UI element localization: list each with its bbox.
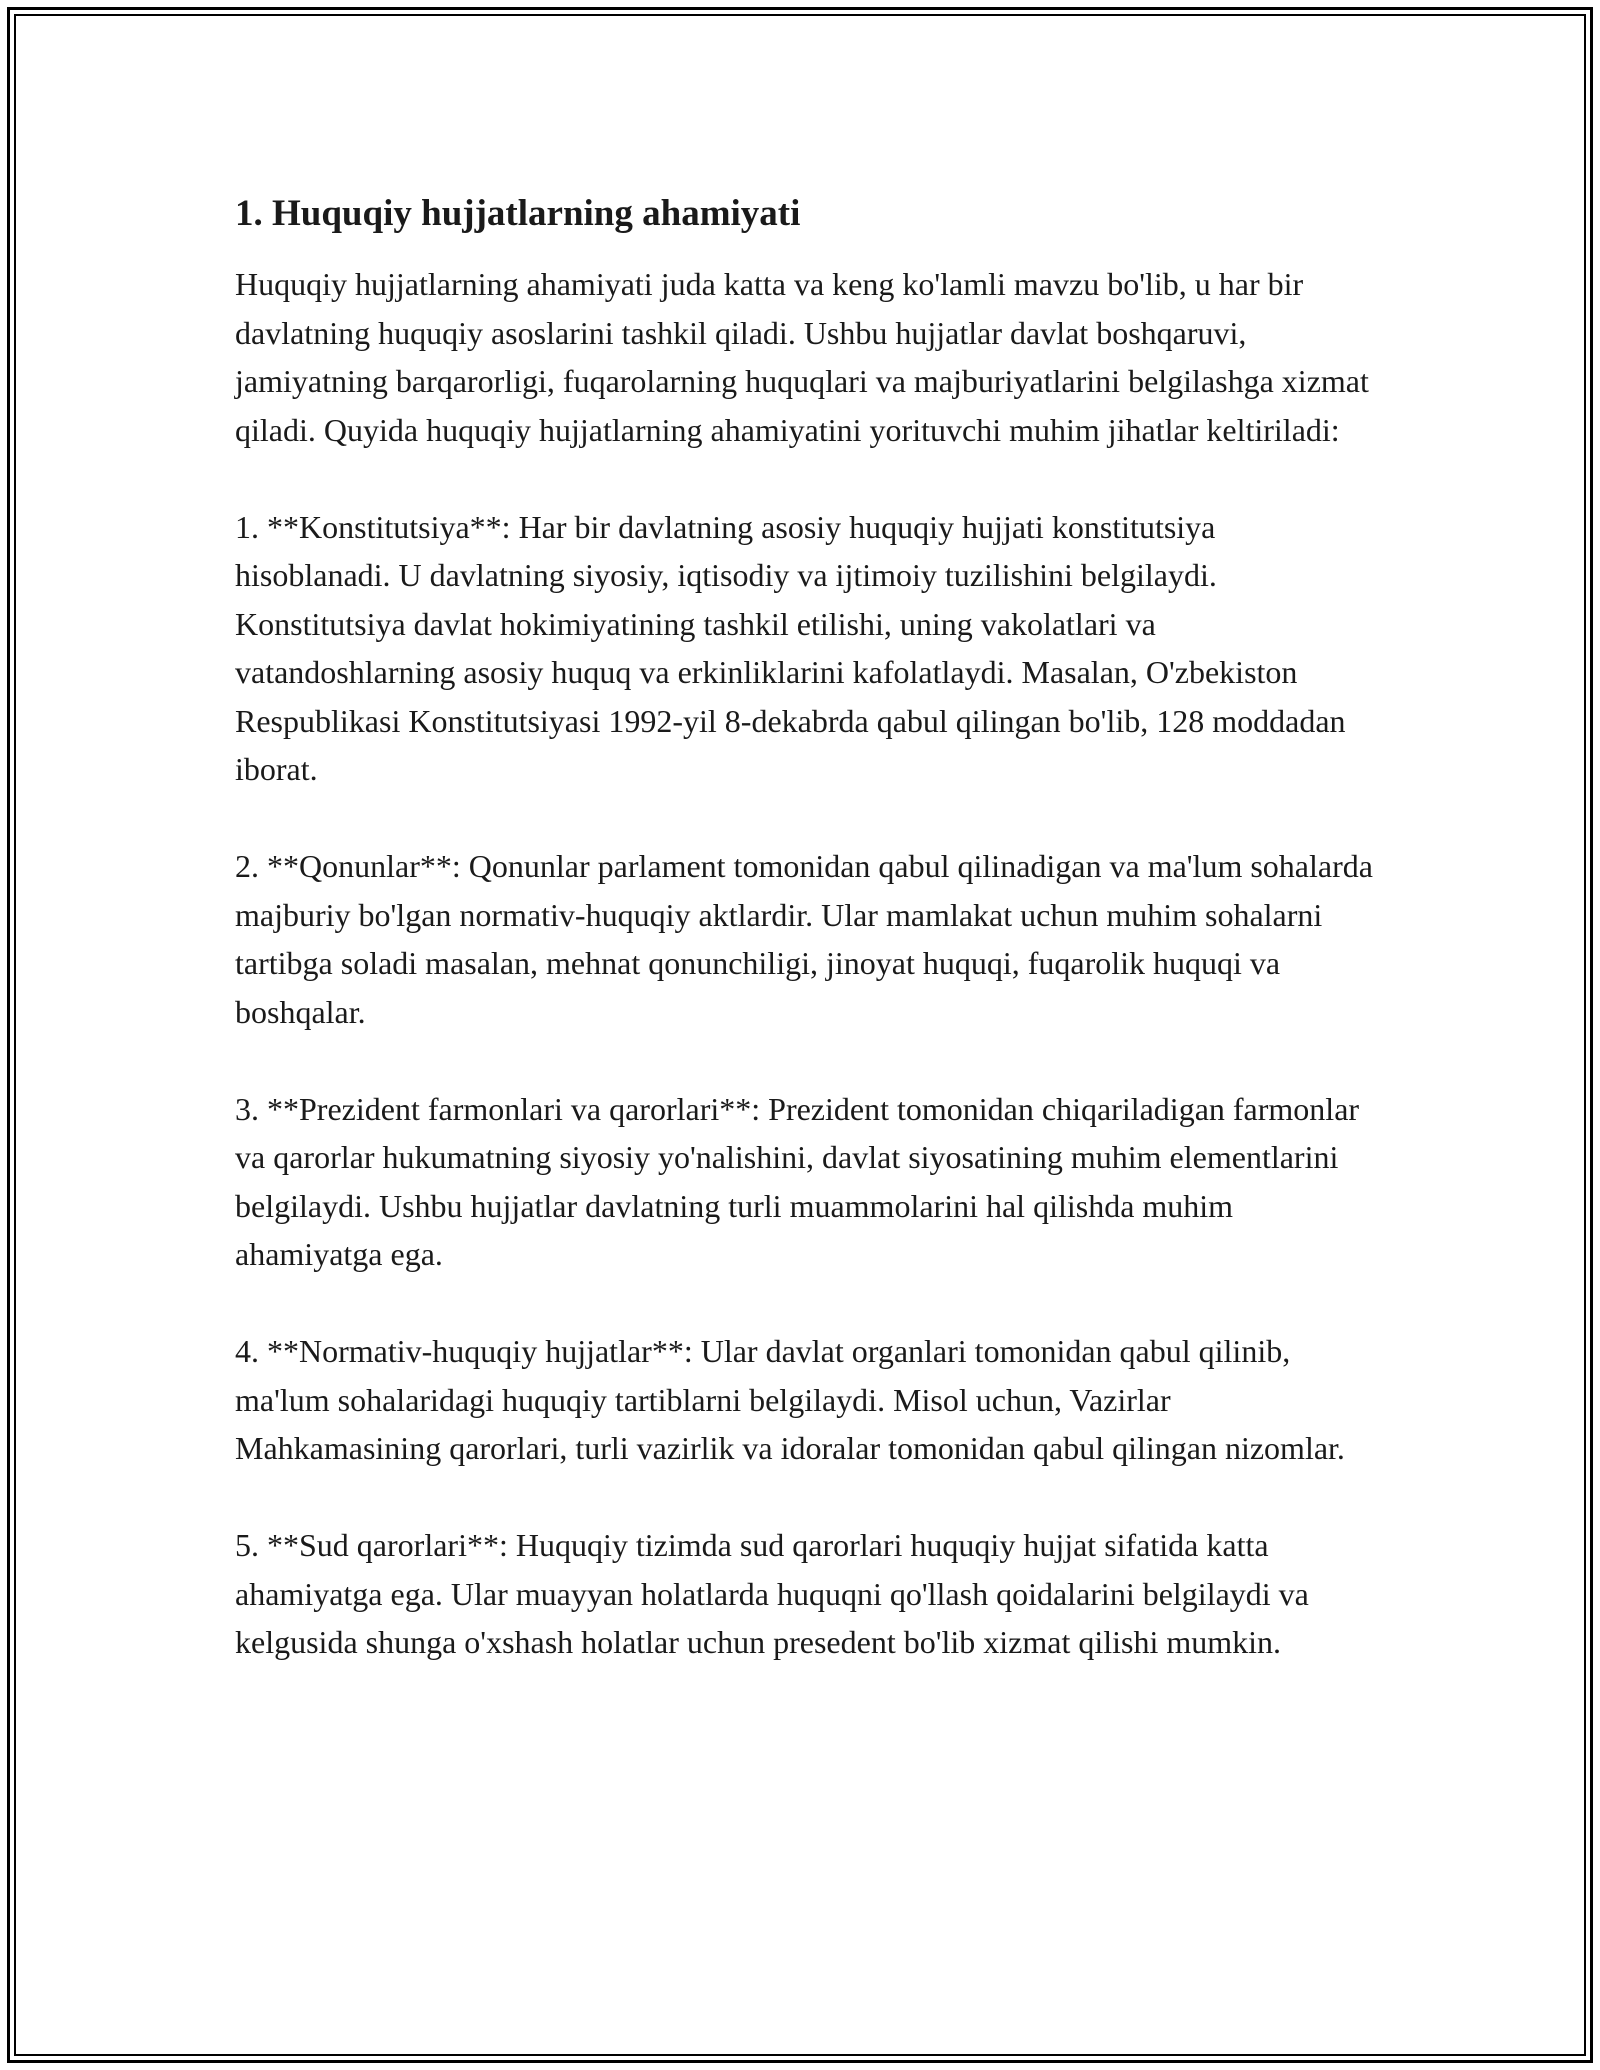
item-presidential-decrees: 3. **Prezident farmonlari va qarorlari**: Prezident tomonidan chiqariladigan farmonlar va qarorlar hukumatning siyosiy yo'nalishini, davlat siyosatining muhim elementlarini belgilaydi. Ushbu hujjatlar davlatning turli muammolarini hal qilishda muhim ahamiyatga ega. [235,1090,1360,1272]
document-body [235,188,1375,1715]
section-heading: 1. Huquqiy hujjatlarning ahamiyati [235,193,801,234]
item-court-decisions: 5. **Sud qarorlari**: Huquqiy tizimda sud qarorlari huquqiy hujjat sifatida katta ahamiyatga ega. Ular muayyan holatlarda huquqni qo'llash qoidalarini belgilaydi va kelgusida shunga o'xshash holatlar uchun presedent bo'lib xizmat qilishi mumkin. [235,1527,1309,1660]
intro-paragraph: Huquqiy hujjatlarning ahamiyati juda katta va keng ko'lamli mavzu bo'lib, u har bir davlatning huquqiy asoslarini tashkil qiladi. Ushbu hujjatlar davlat boshqaruvi, jamiyatning barqarorligi, fuqarolarning huquqlari va majburiyatlarini belgilashga xizmat qiladi. Quyida huquqiy hujjatlarning ahamiyatini yorituvchi muhim jihatlar keltiriladi: [235,266,1369,448]
item-constitution: 1. **Konstitutsiya**: Har bir davlatning asosiy huquqiy hujjati konstitutsiya hisoblanadi. U davlatning siyosiy, iqtisodiy va ijtimoiy tuzilishini belgilaydi. Konstitutsiya davlat hokimiyatining tashkil etilishi, uning vakolatlari va vatandoshlarning asosiy huquq va erkinliklarini kafolatlaydi. Masalan, O'zbekiston Respublikasi Konstitutsiyasi 1992-yil 8-dekabrda qabul qilingan bo'lib, 128 moddadan iborat. [235,508,1346,787]
item-normative-acts: 4. **Normativ-huquqiy hujjatlar**: Ular davlat organlari tomonidan qabul qilinib, ma'lum sohalaridagi huquqiy tartiblarni belgilaydi. Misol uchun, Vazirlar Mahkamasining qarorlari, turli vazirlik va idoralar tomonidan qabul qilingan nizomlar. [235,1333,1345,1466]
item-laws: 2. **Qonunlar**: Qonunlar parlament tomonidan qabul qilinadigan va ma'lum sohalarda majburiy bo'lgan normativ-huquqiy aktlardir. Ular mamlakat uchun muhim sohalarni tartibga soladi masalan, mehnat qonunchiligi, jinoyat huquqi, fuqarolik huquqi va boshqalar. [235,848,1373,1030]
